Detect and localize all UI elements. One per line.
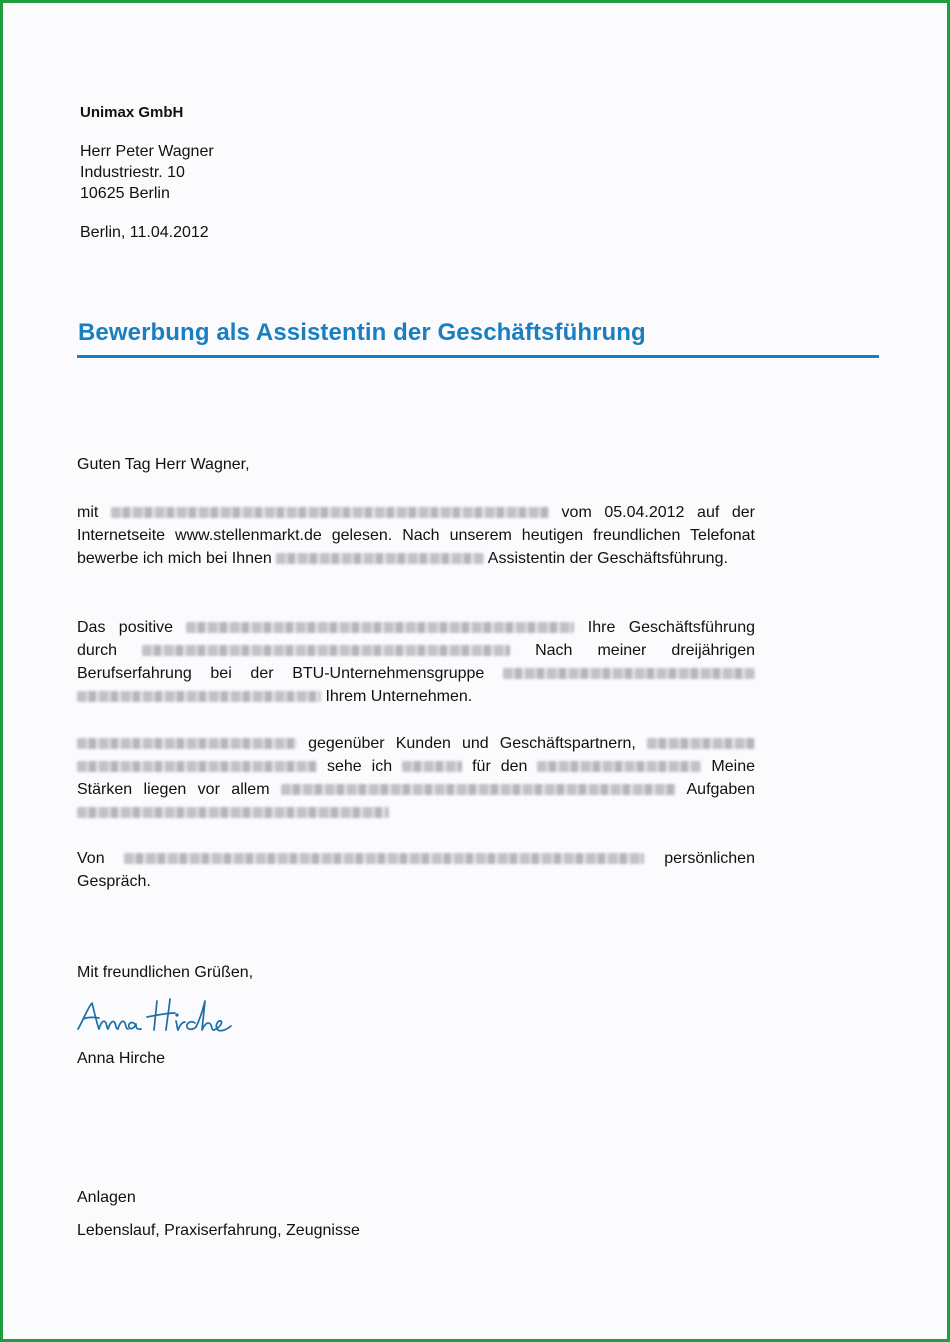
blurred-text [537, 761, 701, 772]
sender-address [80, 141, 214, 204]
blurred-text [276, 553, 484, 564]
blurred-text [281, 784, 676, 795]
closing: Mit freundlichen Grüßen, [77, 964, 254, 981]
blurred-text [77, 807, 389, 818]
paragraph-text: vom 05.04.2012 auf der Internetseite www.stellenmarkt.de gelesen. Nach unserem heutigen freundlichen Telefonat bewerbe ich mich bei Ihnen [77, 504, 756, 567]
signature-image [75, 995, 245, 1039]
blurred-text [111, 507, 549, 518]
paragraph-text: Ihrem Unternehmen. [325, 688, 473, 705]
paragraph-text: Ihre Geschäftsführung durch [77, 619, 755, 659]
paragraph-text: persönlichen Gespräch. [77, 850, 755, 890]
handwritten-signature [75, 995, 245, 1044]
blurred-text [77, 691, 321, 702]
body-paragraph-4 [77, 847, 755, 893]
blurred-text [142, 645, 510, 656]
paragraph-text: für den [472, 758, 528, 775]
paragraph-text: Nach meiner dreijährigen Berufserfahrung bei der BTU-Unternehmensgruppe [77, 642, 755, 682]
blurred-text [77, 761, 317, 772]
paragraph-text: Von [77, 850, 105, 867]
signature-name: Anna Hirche [77, 1050, 166, 1067]
blurred-text [647, 738, 755, 749]
blurred-text [186, 622, 574, 633]
blurred-text [77, 738, 297, 749]
paragraph-text: mit [77, 504, 99, 521]
attachments-list: Lebenslauf, Praxiserfahrung, Zeugnisse [77, 1222, 360, 1239]
letter-subject: Bewerbung als Assistentin der Geschäftsführung [78, 319, 646, 346]
blurred-text [402, 761, 462, 772]
body-paragraph-3 [77, 732, 755, 824]
address-line: Herr Peter Wagner [80, 143, 214, 160]
paragraph-text: Aufgaben [686, 781, 756, 798]
sender-company: Unimax GmbH [80, 104, 184, 121]
attachments-heading: Anlagen [77, 1189, 136, 1206]
letter-date: Berlin, 11.04.2012 [80, 224, 209, 241]
salutation: Guten Tag Herr Wagner, [77, 456, 250, 473]
address-line: Industriestr. 10 [80, 164, 185, 181]
blurred-text [124, 853, 644, 864]
body-paragraph-1 [77, 501, 755, 570]
paragraph-text: Meine Stärken liegen vor allem [77, 758, 755, 798]
address-line: 10625 Berlin [80, 185, 170, 202]
paragraph-text: sehe ich [326, 758, 393, 775]
paragraph-text: gegenüber Kunden und Geschäftspartnern, [308, 735, 636, 752]
paragraph-text: Assistentin der Geschäftsführung. [487, 550, 728, 567]
body-paragraph-2 [77, 616, 755, 708]
subject-divider [77, 355, 879, 358]
paragraph-text: Das positive [77, 619, 174, 636]
blurred-text [503, 668, 755, 679]
